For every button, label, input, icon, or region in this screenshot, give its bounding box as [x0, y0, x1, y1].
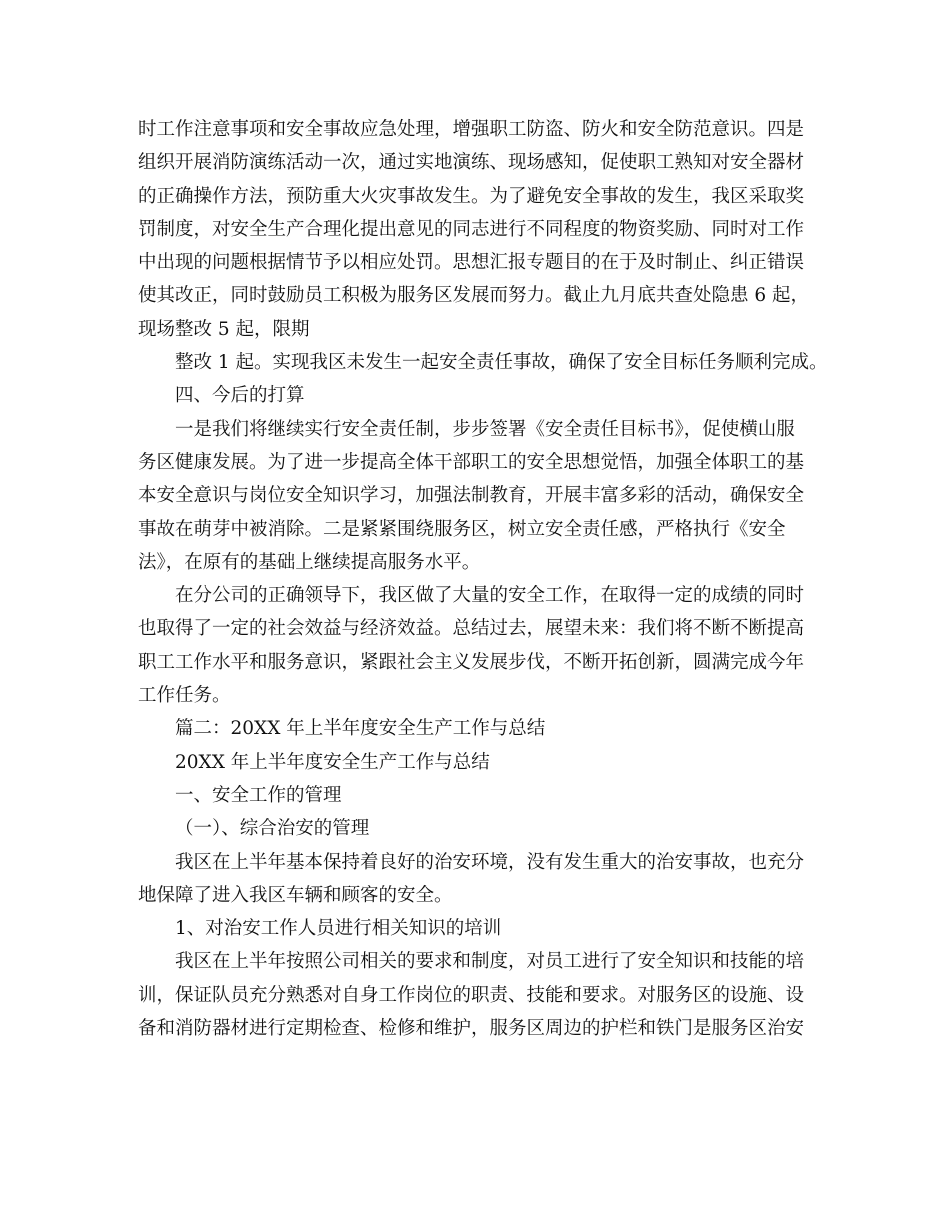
text-line: 四、今后的打算	[175, 385, 305, 407]
text-line: 也取得了一定的社会效益与经济效益。总结过去，展望未来：我们将不断不断提高	[138, 618, 805, 640]
text-line: 一、安全工作的管理	[175, 784, 342, 806]
text-line: 中出现的问题根据情节予以相应处罚。思想汇报专题目的在于及时制止、纠正错误	[138, 252, 805, 274]
text-line: 20XX 年上半年度安全生产工作与总结	[175, 751, 490, 773]
text-line: 在分公司的正确领导下，我区做了大量的安全工作，在取得一定的成绩的同时	[175, 585, 805, 607]
document-body	[138, 113, 828, 1045]
text-line: 我区在上半年基本保持着良好的治安环境，没有发生重大的治安事故，也充分	[175, 851, 805, 873]
text-line: 职工工作水平和服务意识，紧跟社会主义发展步伐，不断开拓创新，圆满完成今年	[138, 651, 805, 673]
text-line: （一）、综合治安的管理	[175, 818, 370, 840]
text-line: 时工作注意事项和安全事故应急处理，增强职工防盗、防火和安全防范意识。四是	[138, 119, 805, 140]
text-line: 事故在萌芽中被消除。二是紧紧围绕服务区，树立安全责任感，严格执行《安全	[138, 518, 786, 540]
text-line: 现场整改 5 起，限期	[138, 318, 310, 340]
text-line: 备和消防器材进行定期检查、检修和维护，服务区周边的护栏和铁门是服务区治安	[138, 1018, 805, 1040]
text-line: 法》，在原有的基础上继续提高服务水平。	[138, 551, 481, 573]
text-line: 一是我们将继续实行安全责任制，步步签署《安全责任目标书》，促使横山服	[175, 418, 795, 440]
text-line: 的正确操作方法，预防重大火灾事故发生。为了避免安全事故的发生，我区采取奖	[138, 185, 805, 207]
text-line: 本安全意识与岗位安全知识学习，加强法制教育，开展丰富多彩的活动，确保安全	[138, 485, 805, 507]
text-line: 地保障了进入我区车辆和顾客的安全。	[138, 884, 453, 906]
text-line: 篇二：20XX 年上半年度安全生产工作与总结	[175, 718, 546, 740]
text-line: 罚制度，对安全生产合理化提出意见的同志进行不同程度的物资奖励、同时对工作	[138, 218, 805, 240]
text-line: 工作任务。	[138, 685, 231, 707]
text-line: 训，保证队员充分熟悉对自身工作岗位的职责、技能和要求。对服务区的设施、设	[138, 984, 805, 1006]
text-line: 1、对治安工作人员进行相关知识的培训	[175, 918, 502, 940]
text-line: 我区在上半年按照公司相关的要求和制度，对员工进行了安全知识和技能的培	[175, 951, 805, 973]
text-line: 务区健康发展。为了进一步提高全体干部职工的安全思想觉悟，加强全体职工的基	[138, 451, 805, 473]
text-line: 整改 1 起。实现我区未发生一起安全责任事故，确保了安全目标任务顺利完成。	[175, 352, 828, 374]
text-line: 组织开展消防演练活动一次，通过实地演练、现场感知，促使职工熟知对安全器材	[138, 152, 805, 174]
text-line: 使其改正，同时鼓励员工积极为服务区发展而努力。截止九月底共查处隐患 6 起，	[138, 285, 810, 307]
